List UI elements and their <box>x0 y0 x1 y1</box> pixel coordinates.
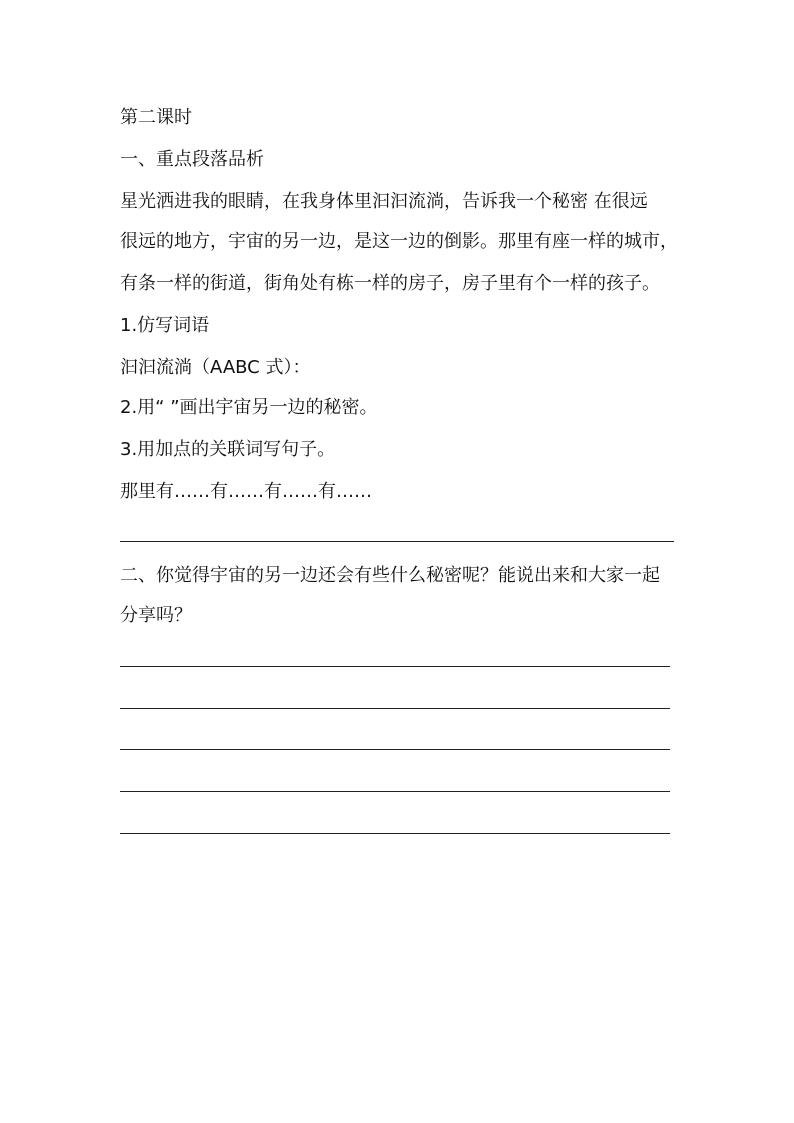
question-3: 3.用加点的关联词写句子。 <box>120 439 336 460</box>
section-2-question-line-1: 二、你觉得宇宙的另一边还会有些什么秘密呢？能说出来和大家一起 <box>120 565 660 586</box>
question-3-prompt: 那里有……有……有……有…… <box>120 481 372 502</box>
answer-line-section-2-4[interactable] <box>120 791 670 792</box>
section-2-question-line-2: 分享吗？ <box>120 605 192 626</box>
answer-line-section-2-2[interactable] <box>120 708 670 709</box>
answer-line-question-3[interactable] <box>120 541 674 542</box>
lesson-title: 第二课时 <box>120 107 192 128</box>
question-2: 2.用“ ”画出宇宙另一边的秘密。 <box>120 397 378 418</box>
section-heading-passage-analysis: 一、重点段落品析 <box>120 149 264 170</box>
question-1-prompt: 汩汩流淌（AABC 式）： <box>120 357 311 378</box>
question-1: 1.仿写词语 <box>120 315 210 336</box>
answer-line-section-2-5[interactable] <box>120 833 670 834</box>
passage-line-1: 星光洒进我的眼睛，在我身体里汩汩流淌，告诉我一个秘密 在很远 <box>120 191 648 212</box>
passage-line-2: 很远的地方，宇宙的另一边，是这一边的倒影。那里有座一样的城市， <box>120 231 678 252</box>
passage-line-3: 有条一样的街道，街角处有栋一样的房子，房子里有个一样的孩子。 <box>120 273 660 294</box>
answer-line-section-2-3[interactable] <box>120 749 670 750</box>
answer-line-section-2-1[interactable] <box>120 666 670 667</box>
